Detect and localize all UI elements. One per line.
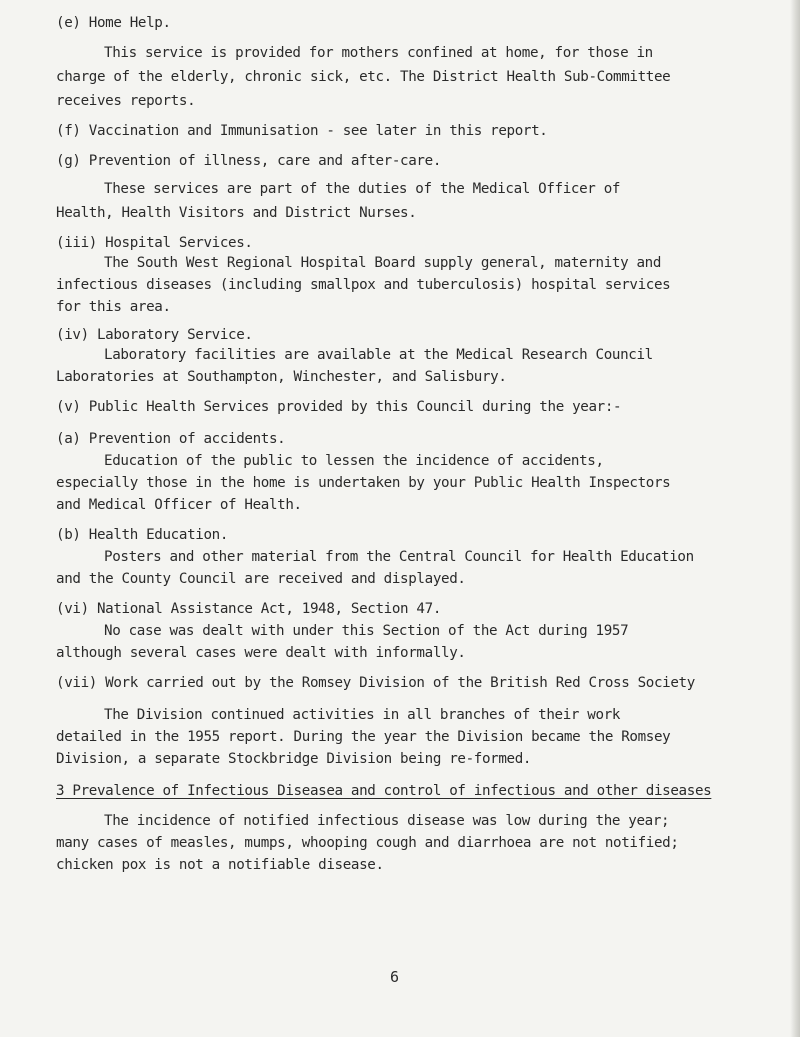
national-line-1: No case was dealt with under this Section of the Act during 1957: [104, 623, 629, 639]
accidents-heading: (a) Prevention of accidents.: [56, 431, 286, 447]
laboratory-heading: (iv) Laboratory Service.: [56, 327, 253, 343]
national-heading: (vi) National Assistance Act, 1948, Section 47.: [56, 601, 442, 617]
red-cross-line-2: detailed in the 1955 report. During the year the Division became the Romsey: [56, 729, 671, 745]
accidents-line-2: especially those in the home is undertaken by your Public Health Inspectors: [56, 475, 671, 491]
prevention-line-1: These services are part of the duties of the Medical Officer of: [104, 181, 621, 197]
home-help-heading: (e) Home Help.: [56, 15, 171, 31]
home-help-line-3: receives reports.: [56, 93, 196, 109]
laboratory-line-2: Laboratories at Southampton, Winchester, and Salisbury.: [56, 369, 507, 385]
national-line-2: although several cases were dealt with informally.: [56, 645, 466, 661]
accidents-line-3: and Medical Officer of Health.: [56, 497, 302, 513]
infectious-line-1: The incidence of notified infectious disease was low during the year;: [104, 813, 670, 829]
accidents-line-1: Education of the public to lessen the incidence of accidents,: [104, 453, 604, 469]
public-health-heading: (v) Public Health Services provided by this Council during the year:-: [56, 399, 622, 415]
infectious-heading: 3 Prevalence of Infectious Diseasea and control of infectious and other diseases: [56, 783, 712, 799]
health-ed-heading: (b) Health Education.: [56, 527, 229, 543]
hospital-line-1: The South West Regional Hospital Board supply general, maternity and: [104, 255, 662, 271]
prevention-illness-heading: (g) Prevention of illness, care and after-care.: [56, 153, 442, 169]
red-cross-line-3: Division, a separate Stockbridge Division being re-formed.: [56, 751, 532, 767]
infectious-line-3: chicken pox is not a notifiable disease.: [56, 857, 384, 873]
home-help-line-2: charge of the elderly, chronic sick, etc. The District Health Sub-Committee: [56, 69, 671, 85]
hospital-line-2: infectious diseases (including smallpox and tuberculosis) hospital services: [56, 277, 671, 293]
infectious-line-2: many cases of measles, mumps, whooping cough and diarrhoea are not notified;: [56, 835, 679, 851]
health-ed-line-1: Posters and other material from the Central Council for Health Education: [104, 549, 694, 565]
page-number: 6: [390, 968, 399, 986]
red-cross-line-1: The Division continued activities in all branches of their work: [104, 707, 621, 723]
vaccination-line: (f) Vaccination and Immunisation - see later in this report.: [56, 123, 548, 139]
health-ed-line-2: and the County Council are received and displayed.: [56, 571, 466, 587]
red-cross-heading: (vii) Work carried out by the Romsey Division of the British Red Cross Society: [56, 675, 695, 691]
laboratory-line-1: Laboratory facilities are available at the Medical Research Council: [104, 347, 653, 363]
home-help-line-1: This service is provided for mothers confined at home, for those in: [104, 45, 653, 61]
hospital-heading: (iii) Hospital Services.: [56, 235, 253, 251]
hospital-line-3: for this area.: [56, 299, 171, 315]
page-edge-shadow: [790, 0, 800, 1037]
prevention-line-2: Health, Health Visitors and District Nurses.: [56, 205, 417, 221]
